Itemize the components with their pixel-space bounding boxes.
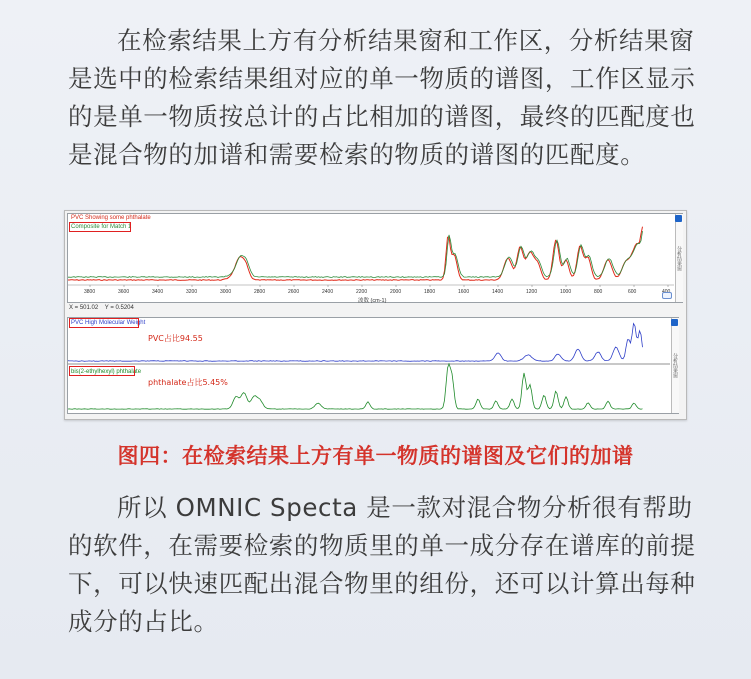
cursor-y-value: Y = 0.5204 (104, 305, 134, 311)
conclusion-paragraph (68, 489, 698, 641)
overlay-spectrum-plot (68, 214, 674, 304)
intro-line-4: 是混合物的加谱和需要检索的物质的谱图的匹配度。 (68, 140, 646, 169)
component-1-name: PVC High Molecular Weight (71, 320, 146, 326)
component-2-name: bis(2-ethylhexyl) phthalate (71, 369, 142, 375)
x-tick-label: 1800 (424, 289, 436, 295)
workspace-window[interactable] (67, 317, 679, 414)
x-tick-label: 3000 (220, 289, 232, 295)
x-tick-label: 3600 (118, 289, 130, 295)
intro-line-2: 是选中的检索结果组对应的单一物质的谱图，工作区显示 (68, 64, 696, 93)
x-tick-label: 2400 (322, 289, 334, 295)
bottom-side-tab[interactable] (671, 318, 679, 413)
intro-paragraph (68, 22, 698, 174)
x-tick-label: 1400 (492, 289, 504, 295)
legend-pvc-phthalate: PVC Showing some phthalate (71, 215, 151, 221)
component-1-ratio: PVC占比94.55 (148, 334, 203, 343)
conclusion-line-3: 下，可以快速匹配出混合物里的组份，还可以计算出每种 (68, 569, 696, 598)
figure-caption: 图四：在检索结果上方有单一物质的谱图及它们的加谱 (117, 444, 634, 468)
conclusion-line-1: 所以 OMNIC Specta 是一款对混合物分析很有帮助 (117, 493, 693, 522)
top-side-tab-label: 分析结果窗 (676, 245, 682, 271)
cursor-x-value: X = 501.02 (69, 305, 99, 311)
x-tick-label: 1000 (560, 289, 572, 295)
cursor-readout (69, 305, 134, 311)
x-axis-label: 波数 (cm-1) (358, 298, 387, 304)
x-tick-label: 3200 (186, 289, 198, 295)
x-tick-label: 3800 (84, 289, 96, 295)
intro-line-3: 的是单一物质按总计的占比相加的谱图，最终的匹配度也 (68, 102, 696, 131)
x-tick-label: 2800 (254, 289, 266, 295)
x-tick-label: 3400 (152, 289, 164, 295)
x-axis-ticks (84, 285, 671, 295)
legend-composite: Composite for Match 1 (71, 224, 132, 230)
spectrum-blue-line (68, 324, 643, 362)
spectrum-red-line (68, 227, 643, 281)
top-side-tab[interactable] (675, 214, 683, 302)
x-tick-label: 2000 (390, 289, 402, 295)
x-tick-label: 2600 (288, 289, 300, 295)
x-tick-label: 800 (594, 289, 603, 295)
analysis-result-window[interactable] (67, 213, 683, 303)
x-tick-label: 600 (628, 289, 637, 295)
component-2-ratio: phthalate占比5.45% (148, 378, 228, 387)
intro-line-1: 在检索结果上方有分析结果窗和工作区，分析结果窗 (117, 26, 695, 55)
top-side-indicator[interactable] (675, 215, 682, 222)
x-tick-label: 2200 (356, 289, 368, 295)
spectrum-green-line (68, 231, 643, 277)
bottom-side-tab-label: 分析结果窗 (672, 353, 678, 378)
x-tick-label: 1200 (526, 289, 538, 295)
conclusion-line-2: 的软件，在需要检索的物质里的单一成分存在谱库的前提 (68, 531, 696, 560)
x-tick-label: 1600 (458, 289, 470, 295)
bottom-side-indicator[interactable] (671, 319, 678, 326)
zoom-control[interactable] (662, 292, 672, 299)
spectrum-green-line-2 (68, 364, 643, 409)
conclusion-line-4: 成分的占比。 (68, 607, 219, 636)
omnic-screenshot (64, 210, 687, 420)
component-spectra-plot (68, 318, 670, 413)
